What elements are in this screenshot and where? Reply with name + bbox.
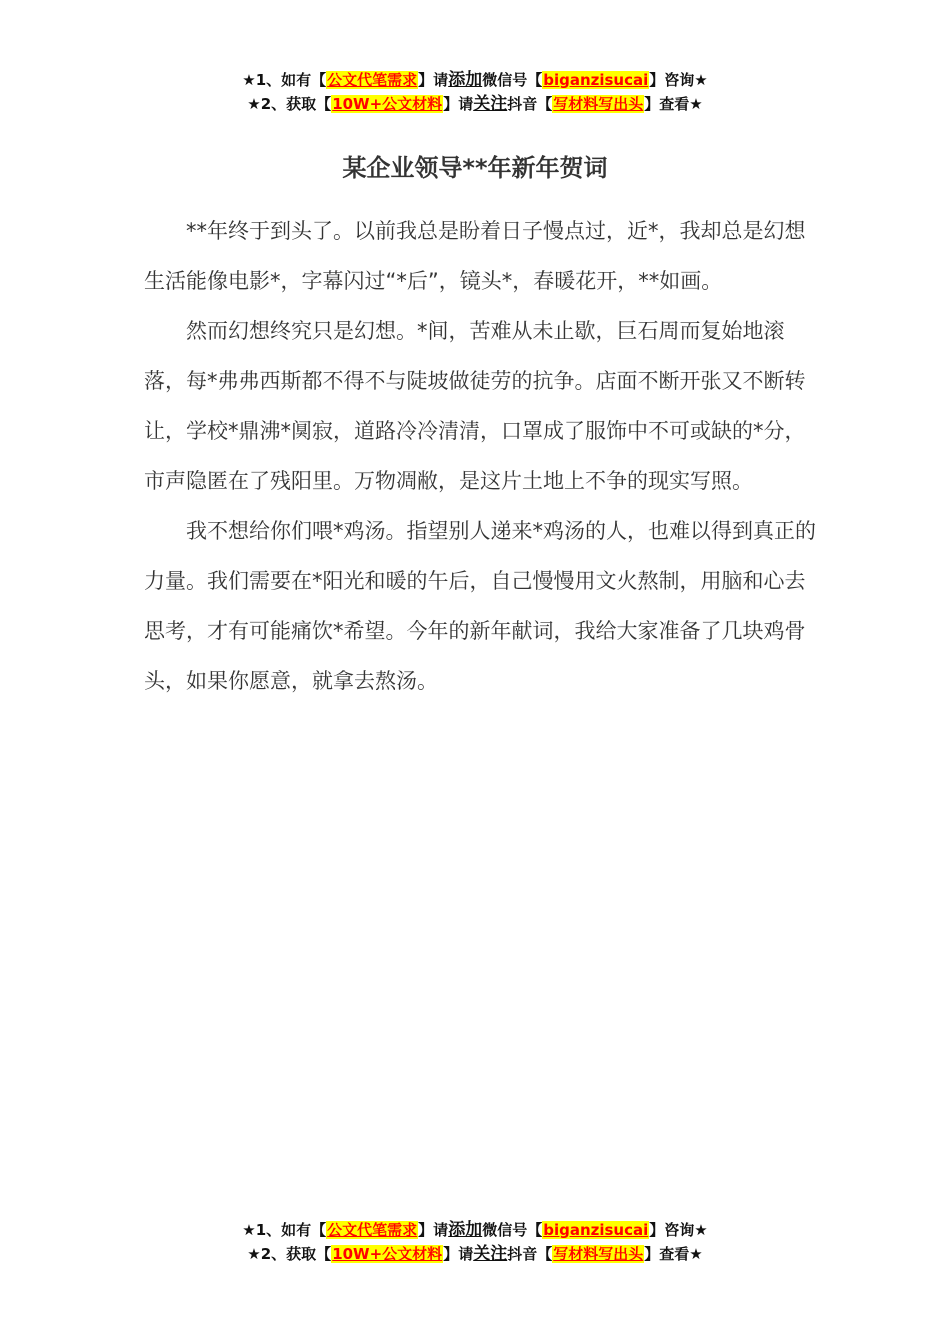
highlight-materials: 10W+公文材料 [332,95,443,113]
document-title: 某企业领导**年新年贺词 [342,154,608,182]
banner-line-1: ★1、如有【公文代笔需求】请添加微信号【biganzisucai】咨询★ [242,1220,708,1240]
highlight-douyin-id: 写材料写出头 [553,95,644,113]
paragraph: **年终于到头了。以前我总是盼着日子慢点过，近*，我却总是幻想生活能像电影*，字幕闪过“*后”，镜头*，春暖花开，**如画。 [144,219,806,293]
highlight-wechat-id: biganzisucai [543,1221,649,1239]
paragraph: 我不想给你们喂*鸡汤。指望别人递来*鸡汤的人，也难以得到真正的力量。我们需要在*阳光和暖的午后，自己慢慢用文火熬制，用脑和心去思考，才有可能痛饮*希望。今年的新年献词，我给大家准备了几块鸡骨头，如果你愿意，就拿去熬汤。 [144,519,816,693]
highlight-materials: 10W+公文材料 [332,1245,443,1263]
highlight-service: 公文代笔需求 [327,71,418,89]
footer-banner [0,1218,950,1266]
paragraph: 然而幻想终究只是幻想。*间，苦难从未止歇，巨石周而复始地滚落，每*弗弗西斯都不得不与陡坡做徒劳的抗争。店面不断开张又不断转让，学校*鼎沸*阒寂，道路冷冷清清，口罩成了服饰中不可或缺的*分，市声隐匿在了残阳里。万物凋敝，是这片土地上不争的现实写照。 [144,319,806,493]
document-body [144,206,816,706]
highlight-service: 公文代笔需求 [327,1221,418,1239]
highlight-wechat-id: biganzisucai [543,71,649,89]
banner-line-1: ★1、如有【公文代笔需求】请添加微信号【biganzisucai】咨询★ [242,70,708,90]
banner-line-2: ★2、获取【10W+公文材料】请关注抖音【写材料写出头】查看★ [247,1244,703,1264]
header-banner [0,68,950,116]
highlight-douyin-id: 写材料写出头 [553,1245,644,1263]
banner-line-2: ★2、获取【10W+公文材料】请关注抖音【写材料写出头】查看★ [247,94,703,114]
